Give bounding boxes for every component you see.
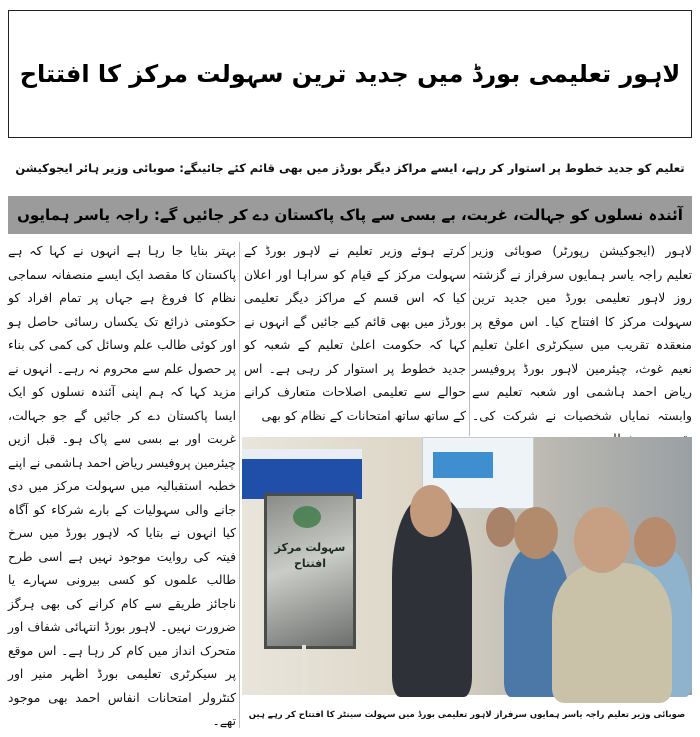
inauguration-plaque	[264, 493, 356, 649]
news-photo	[242, 437, 692, 695]
person-head	[410, 485, 452, 537]
article-column-right: لاہور (ایجوکیشن رپورٹر) صوبائی وزیر تعلیم راجہ یاسر ہمایوں سرفراز نے گزشتہ روز لاہور تعلیمی بورڈ میں جدید ترین سہولت مرکز کا افتتاح کیا۔ اس موقع پر منعقدہ تقریب میں سیکرٹری اعلیٰ تعلیم نعیم غوث، چیئرمین لاہور بورڈ پروفیسر ریاض احمد ہاشمی اور شعبہ تعلیم سے وابستہ نمایاں شخصیات نے شرکت کی۔	[472, 244, 692, 423]
plaque-text: سہولت مرکز افتتاح	[274, 541, 346, 570]
deck-headline: تعلیم کو جدید خطوط پر استوار کر رہے، ایسے مراکز دیگر بورڈز میں بھی قائم کئے جائیںگے: صوبائی وزیر ہائر ایجوکیشن	[15, 161, 685, 175]
column-divider	[239, 242, 240, 728]
plaque-canopy	[242, 449, 362, 499]
subhead-band: آئندہ نسلوں کو جہالت، غربت، بے بسی سے پاک پاکستان دے کر جائیں گے: راجہ یاسر ہمایوں	[8, 196, 692, 234]
person-head	[634, 517, 676, 567]
person-head	[574, 507, 630, 573]
article-column-middle: کرتے ہوئے وزیر تعلیم نے لاہور بورڈ کے سہولت مرکز کے قیام کو سراہا اور اعلان کیا کہ اس قسم کے مراکز دیگر تعلیمی بورڈز میں بھی قائم کیے جائیں گے انہوں نے کہا کہ حکومت اعلیٰ تعلیم کے شعبہ کو جدید خطوط پر استوار کر رہی ہے۔ اس حوالے سے تعلیمی اصلاحات متعارف کرانے کے ساتھ ساتھ امتحانات کے نظام کو بھی	[244, 244, 466, 423]
column-divider	[469, 242, 470, 436]
person-clapping	[552, 563, 672, 703]
photo-caption: صوبائی وزیر تعلیم راجہ یاسر ہمایوں سرفراز لاہور تعلیمی بورڈ میں سہولت سینٹر کا افتتاح کر رہے ہیں	[248, 710, 686, 720]
person-head	[486, 507, 516, 547]
plaque-stand	[302, 645, 306, 695]
article-column-left: بہتر بنایا جا رہا ہے انہوں نے کہا کہ ہے پاکستان کا مقصد ایک ایسے منصفانہ سماجی نظام کا فروغ ہے جہاں پر تمام افراد کو حکومتی ذرائع تک یکساں رسائی حاصل ہو اور کوئی طالب علم وسائل کی کمی کی بناء پر حصول علم سے محروم نہ رہے۔ انہوں نے مزید کہا کہ ہم اپنی آئندہ نسلوں کو ایک ایسا پاکستان دے کر جائیں گے جو جہالت، غربت اور بے بسی سے پاک ہو۔ قبل ازیں چیئرمین پروفیسر ریاض احمد ہاشمی نے اپنے خطبہ استقبالیہ میں سہولت مرکز میں دی جانے والی سہولیات کے بارے شرکاء کو آگاہ کیا انہوں نے بتایا کہ لاہور بورڈ میں سرخ فیتہ کی روایت موجود نہیں ہے اسی طرح طالب علموں کو کسی بیرونی سہارے یا ناجائز طریقے سے کام کرانے کی بھی ہرگز ضرورت نہیں۔ لاہور بورڈ انتہائی شفاف اور متحرک انداز میں کام کر رہا ہے۔ اس موقع پر سیکرٹری تعلیمی بورڈ اظہر منیر اور کنٹرولر امتحانات انفاس احمد بھی موجود تھے۔	[8, 244, 236, 728]
headline-box	[8, 10, 692, 138]
headline: لاہور تعلیمی بورڈ میں جدید ترین سہولت مرکز کا افتتاح	[19, 59, 681, 88]
person-head	[514, 507, 558, 559]
